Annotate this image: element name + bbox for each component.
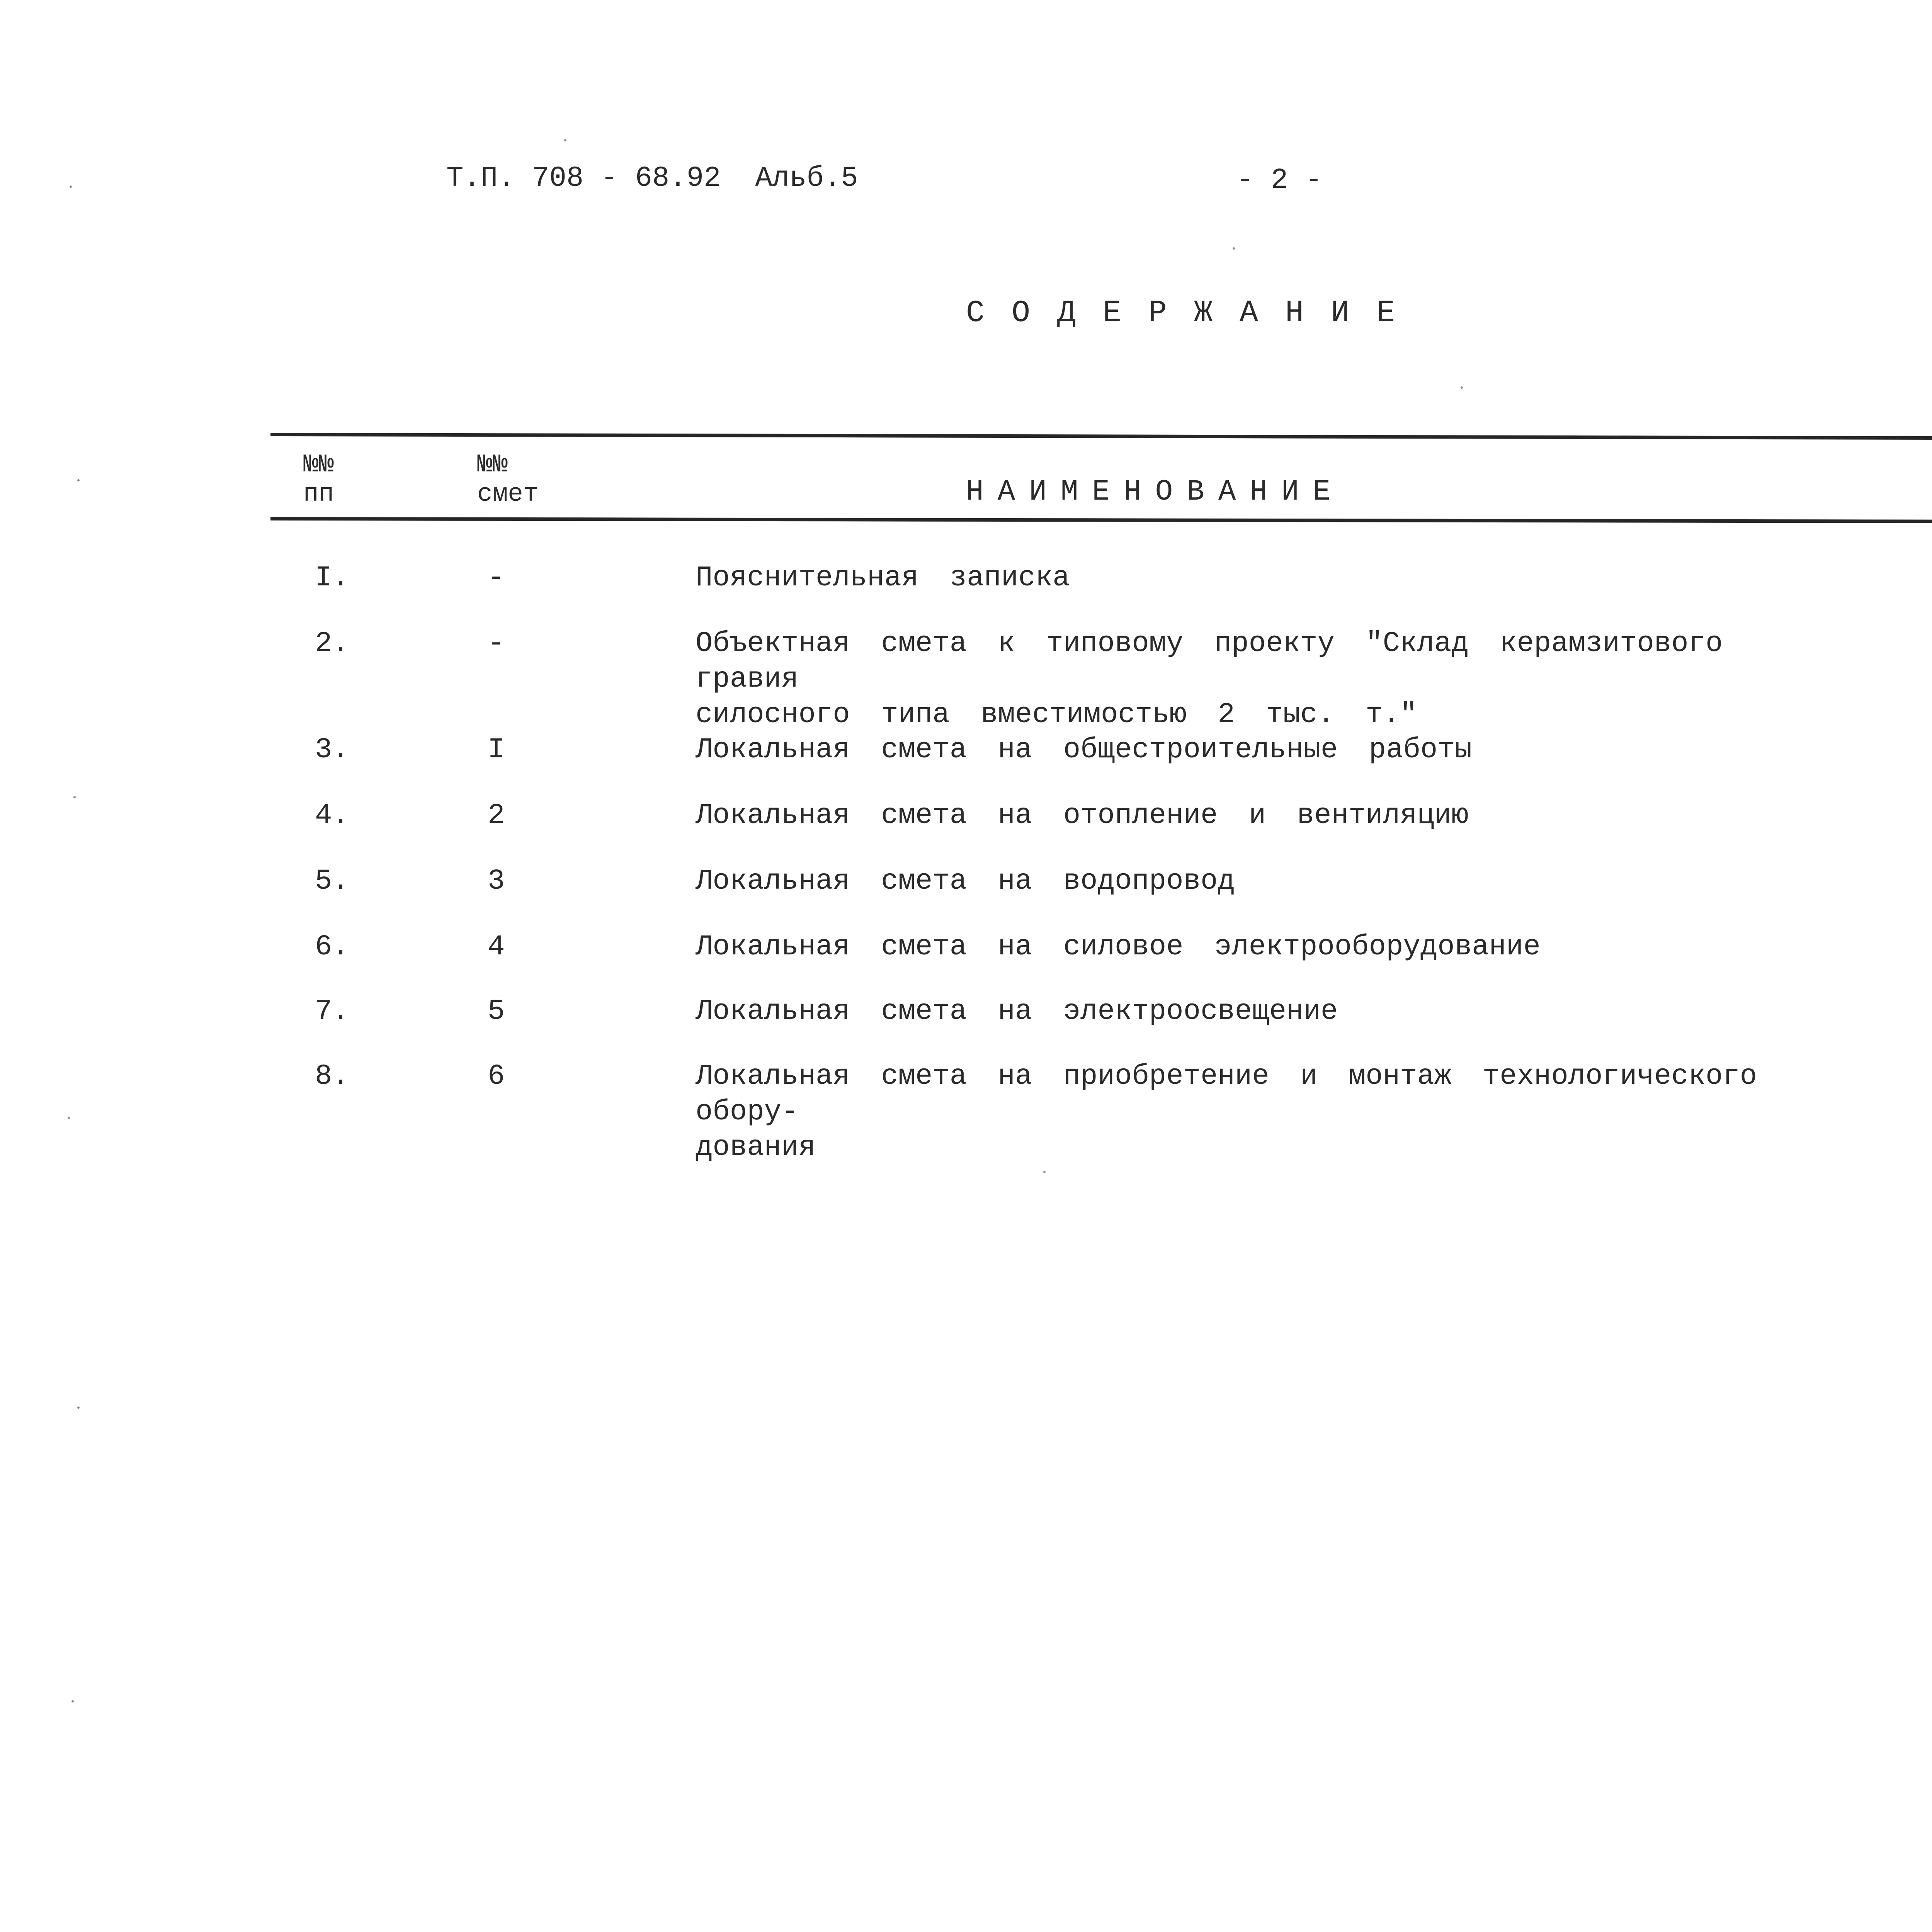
row-name: Пояснительная записка	[696, 562, 1070, 594]
scan-speck	[70, 185, 72, 188]
column-header-estimate: №№ смет	[477, 450, 539, 509]
row-name: Объектная смета к типовому проекту "Склад керамзитового гравия силосного типа вместимостью 2 тыс. т."	[696, 628, 1723, 731]
document-header-code: Т.П. 708 - 68.92 Альб.5	[446, 162, 858, 195]
table-header-rule	[270, 517, 1932, 524]
row-estimate: 4	[488, 931, 505, 963]
row-number: 6.	[315, 931, 349, 963]
row-number: 5.	[315, 865, 349, 898]
row-estimate: 6	[488, 1060, 505, 1093]
scan-speck	[1233, 247, 1235, 250]
row-number: 4.	[315, 799, 349, 832]
scan-speck	[77, 1406, 80, 1409]
row-estimate: 5	[488, 995, 505, 1028]
row-number: 2.	[315, 628, 349, 660]
row-name: Локальная смета на водопровод	[696, 865, 1235, 898]
row-name: Локальная смета на электроосвещение	[696, 995, 1338, 1028]
scan-speck	[77, 479, 80, 481]
row-number: 3.	[315, 734, 349, 766]
scan-speck	[73, 796, 76, 798]
scan-speck	[564, 139, 566, 141]
row-number: 8.	[315, 1060, 349, 1093]
row-number: 7.	[315, 995, 349, 1028]
row-number: I.	[315, 562, 349, 594]
row-name: Локальная смета на общестроительные работы	[696, 734, 1472, 766]
row-name: Локальная смета на силовое электрооборудование	[696, 931, 1541, 963]
scan-speck	[1043, 1171, 1046, 1173]
row-estimate: 2	[488, 799, 505, 832]
document-title: СОДЕРЖАНИЕ	[966, 296, 1422, 331]
row-estimate: -	[488, 562, 505, 594]
row-estimate: I	[488, 734, 505, 766]
scan-speck	[71, 1700, 74, 1702]
row-estimate: -	[488, 628, 505, 660]
scan-speck	[68, 1117, 70, 1119]
row-name: Локальная смета на приобретение и монтаж технологического обору- дования	[696, 1060, 1757, 1164]
row-name: Локальная смета на отопление и вентиляцию	[696, 799, 1469, 832]
column-header-number: №№ пп	[303, 450, 334, 509]
row-estimate: 3	[488, 865, 505, 898]
column-header-name: НАИМЕНОВАНИЕ	[966, 475, 1345, 509]
scan-speck	[1461, 386, 1463, 389]
table-top-rule	[270, 433, 1932, 441]
page-number: - 2 -	[1236, 164, 1323, 197]
